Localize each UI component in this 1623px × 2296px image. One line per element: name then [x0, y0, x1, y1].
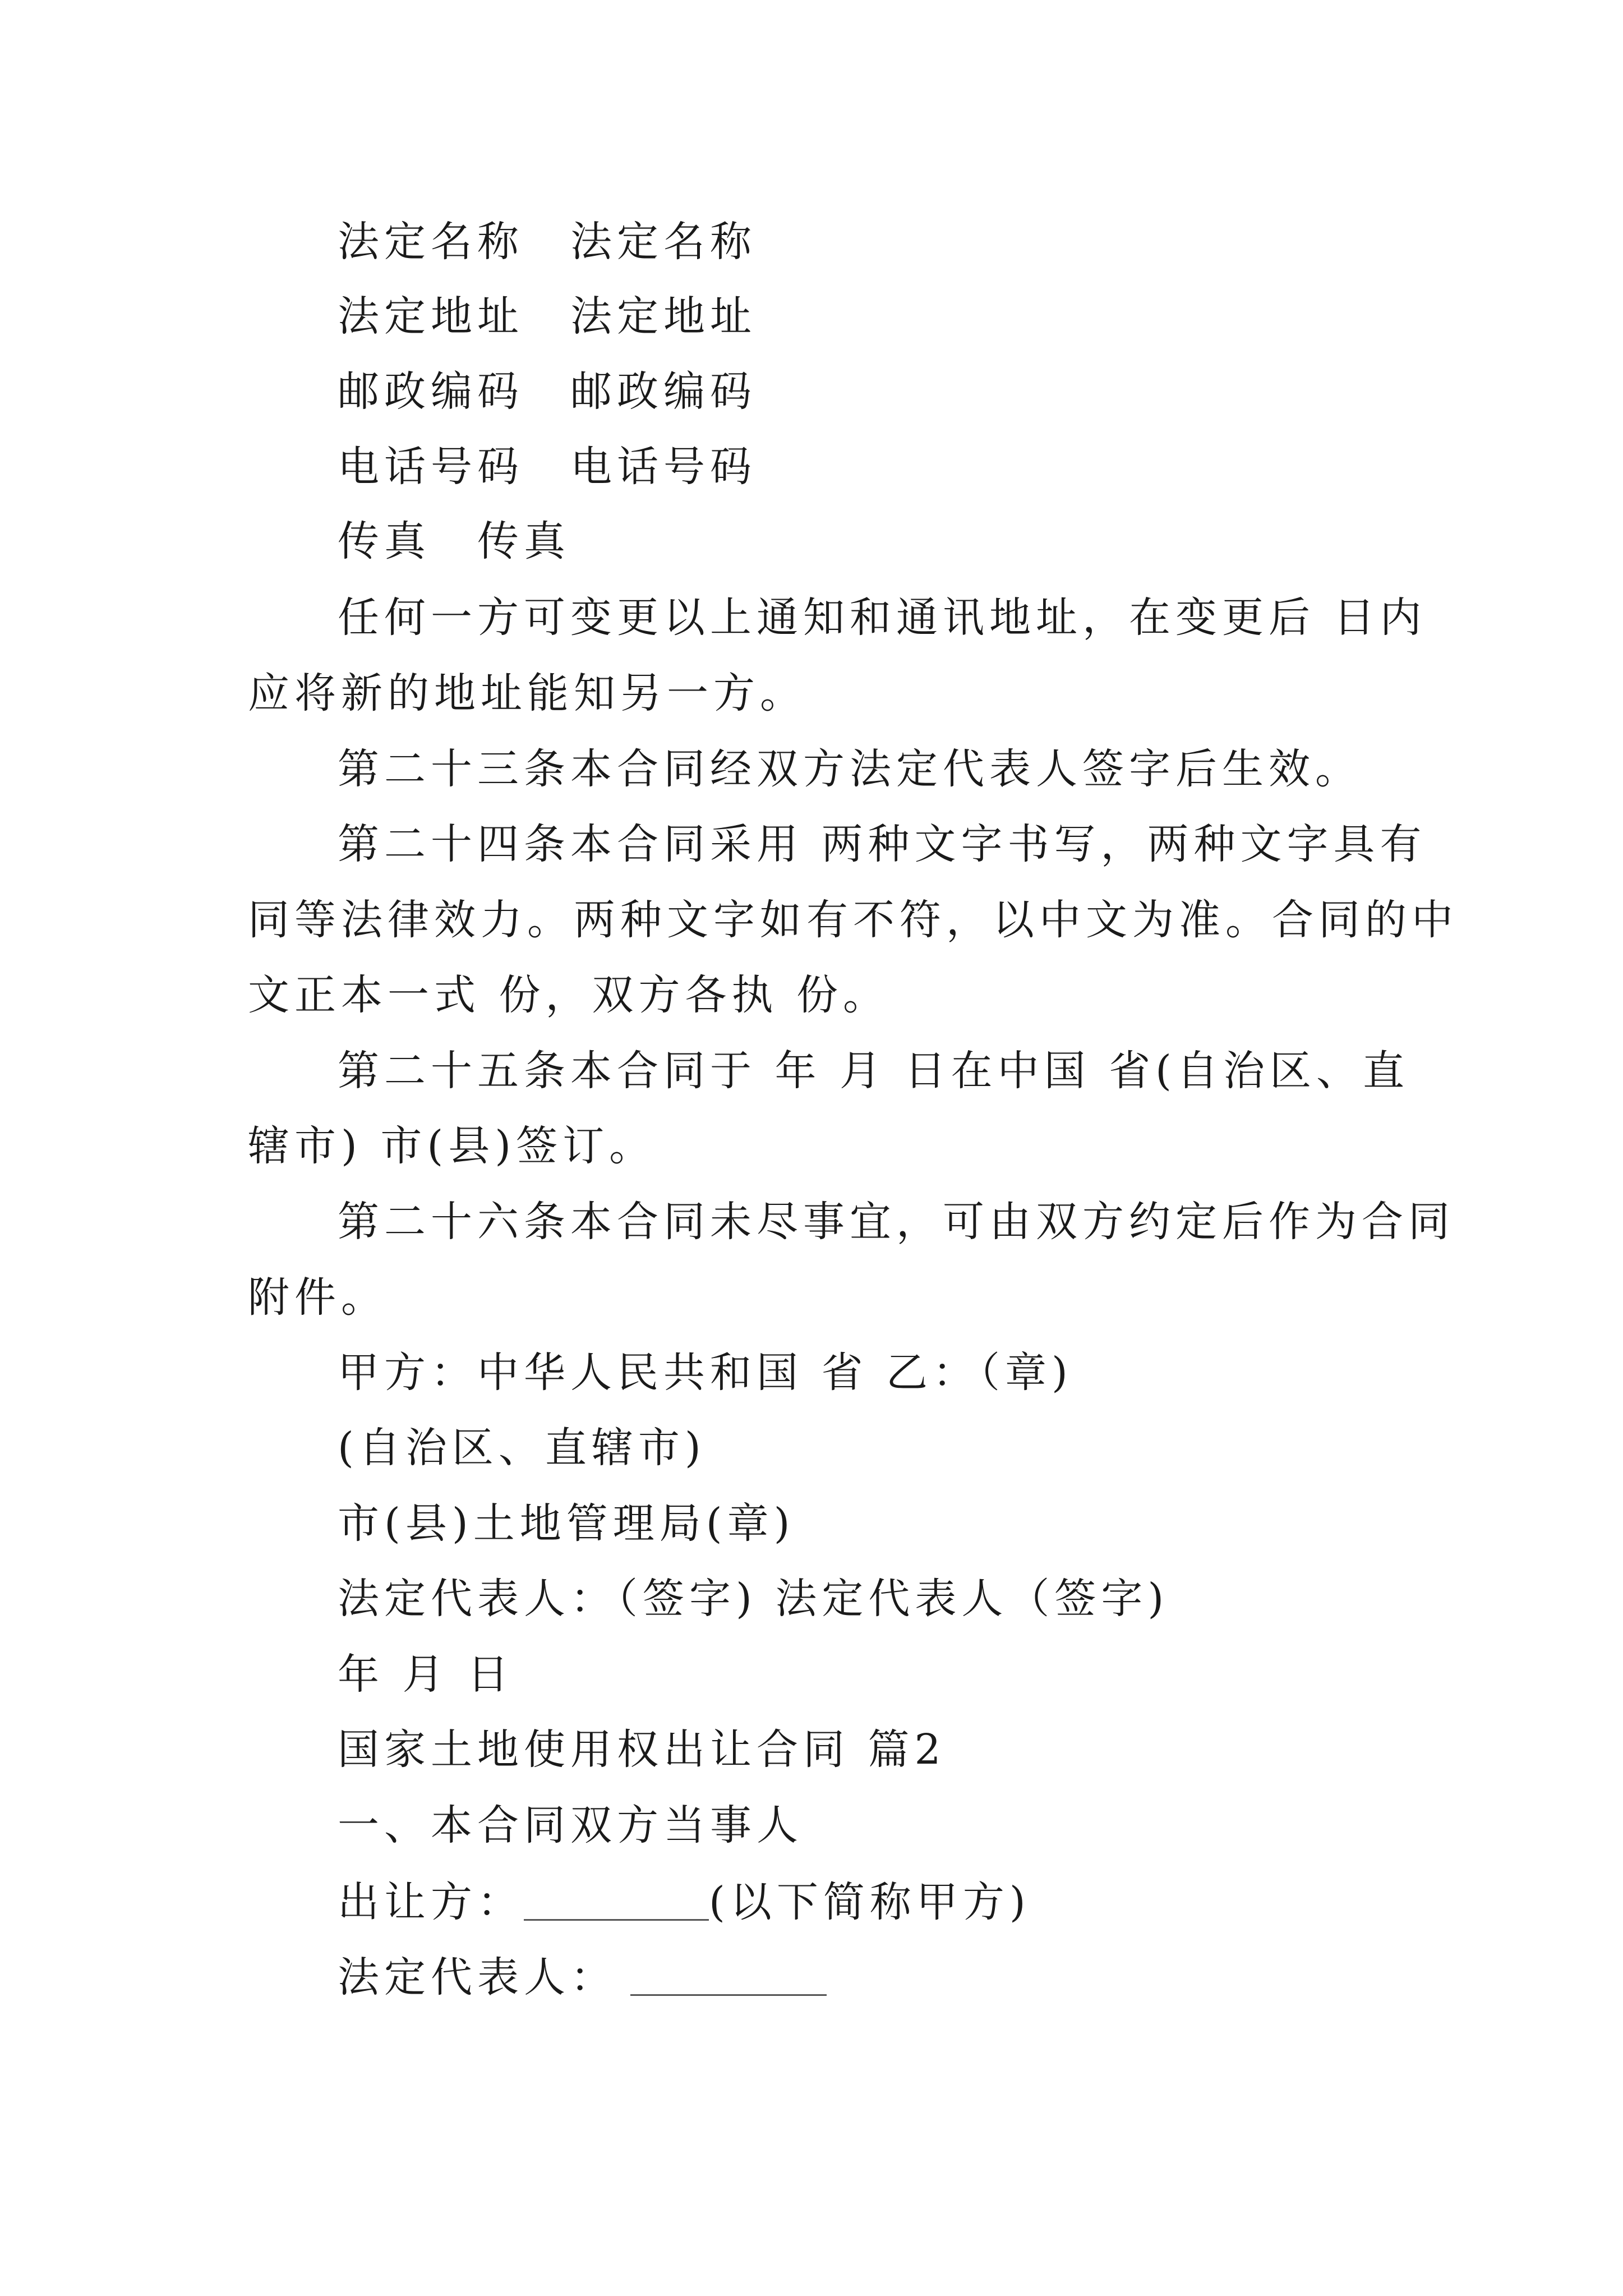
transferor-line: [338, 1878, 1031, 1926]
change-notice-line-1: 任何一方可变更以上通知和通讯地址，在变更后 日内: [338, 593, 1427, 642]
parties-heading: 一、本合同双方当事人: [338, 1801, 803, 1849]
signature-date: 年 月 日: [338, 1650, 514, 1699]
notice-fax: 传真 传真: [338, 517, 570, 565]
notice-postal-code: 邮政编码 邮政编码: [338, 367, 757, 416]
legal-rep-line: [338, 1953, 827, 2001]
notice-legal-name: 法定名称 法定名称: [338, 218, 757, 266]
article-24-line-3: 文正本一式 份，双方各执 份。: [248, 971, 890, 1019]
signature-party-a: 甲方：中华人民共和国 省 乙：（章): [338, 1349, 1073, 1397]
article-26-line-1: 第二十六条本合同未尽事宜，可由双方约定后作为合同: [338, 1198, 1455, 1246]
legal-rep-blank: [630, 1955, 827, 1996]
signature-representatives: 法定代表人：（签字) 法定代表人（签字): [338, 1575, 1169, 1623]
legal-rep-label: 法定代表人：: [338, 1953, 617, 2001]
transferor-blank: [524, 1880, 709, 1921]
article-24-line-1: 第二十四条本合同采用 两种文字书写，两种文字具有: [338, 820, 1427, 868]
article-25-line-1: 第二十五条本合同于 年 月 日在中国 省(自治区、直: [338, 1047, 1409, 1095]
change-notice-line-2: 应将新的地址能知另一方。: [248, 669, 806, 717]
signature-bureau: 市(县)土地管理局(章): [338, 1499, 795, 1548]
transferor-label: 出让方：: [338, 1878, 524, 1926]
signature-region: (自治区、直辖市): [338, 1424, 706, 1472]
article-25-line-2: 辖市) 市(县)签订。: [248, 1122, 656, 1170]
transferor-suffix: (以下简称甲方): [709, 1878, 1031, 1926]
section-2-title: 国家土地使用权出让合同 篇2: [338, 1726, 946, 1774]
notice-phone: 电话号码 电话号码: [338, 443, 757, 491]
article-23: 第二十三条本合同经双方法定代表人签字后生效。: [338, 745, 1362, 793]
notice-legal-address: 法定地址 法定地址: [338, 292, 757, 341]
article-24-line-2: 同等法律效力。两种文字如有不符，以中文为准。合同的中: [248, 896, 1458, 944]
article-26-line-2: 附件。: [248, 1273, 388, 1322]
